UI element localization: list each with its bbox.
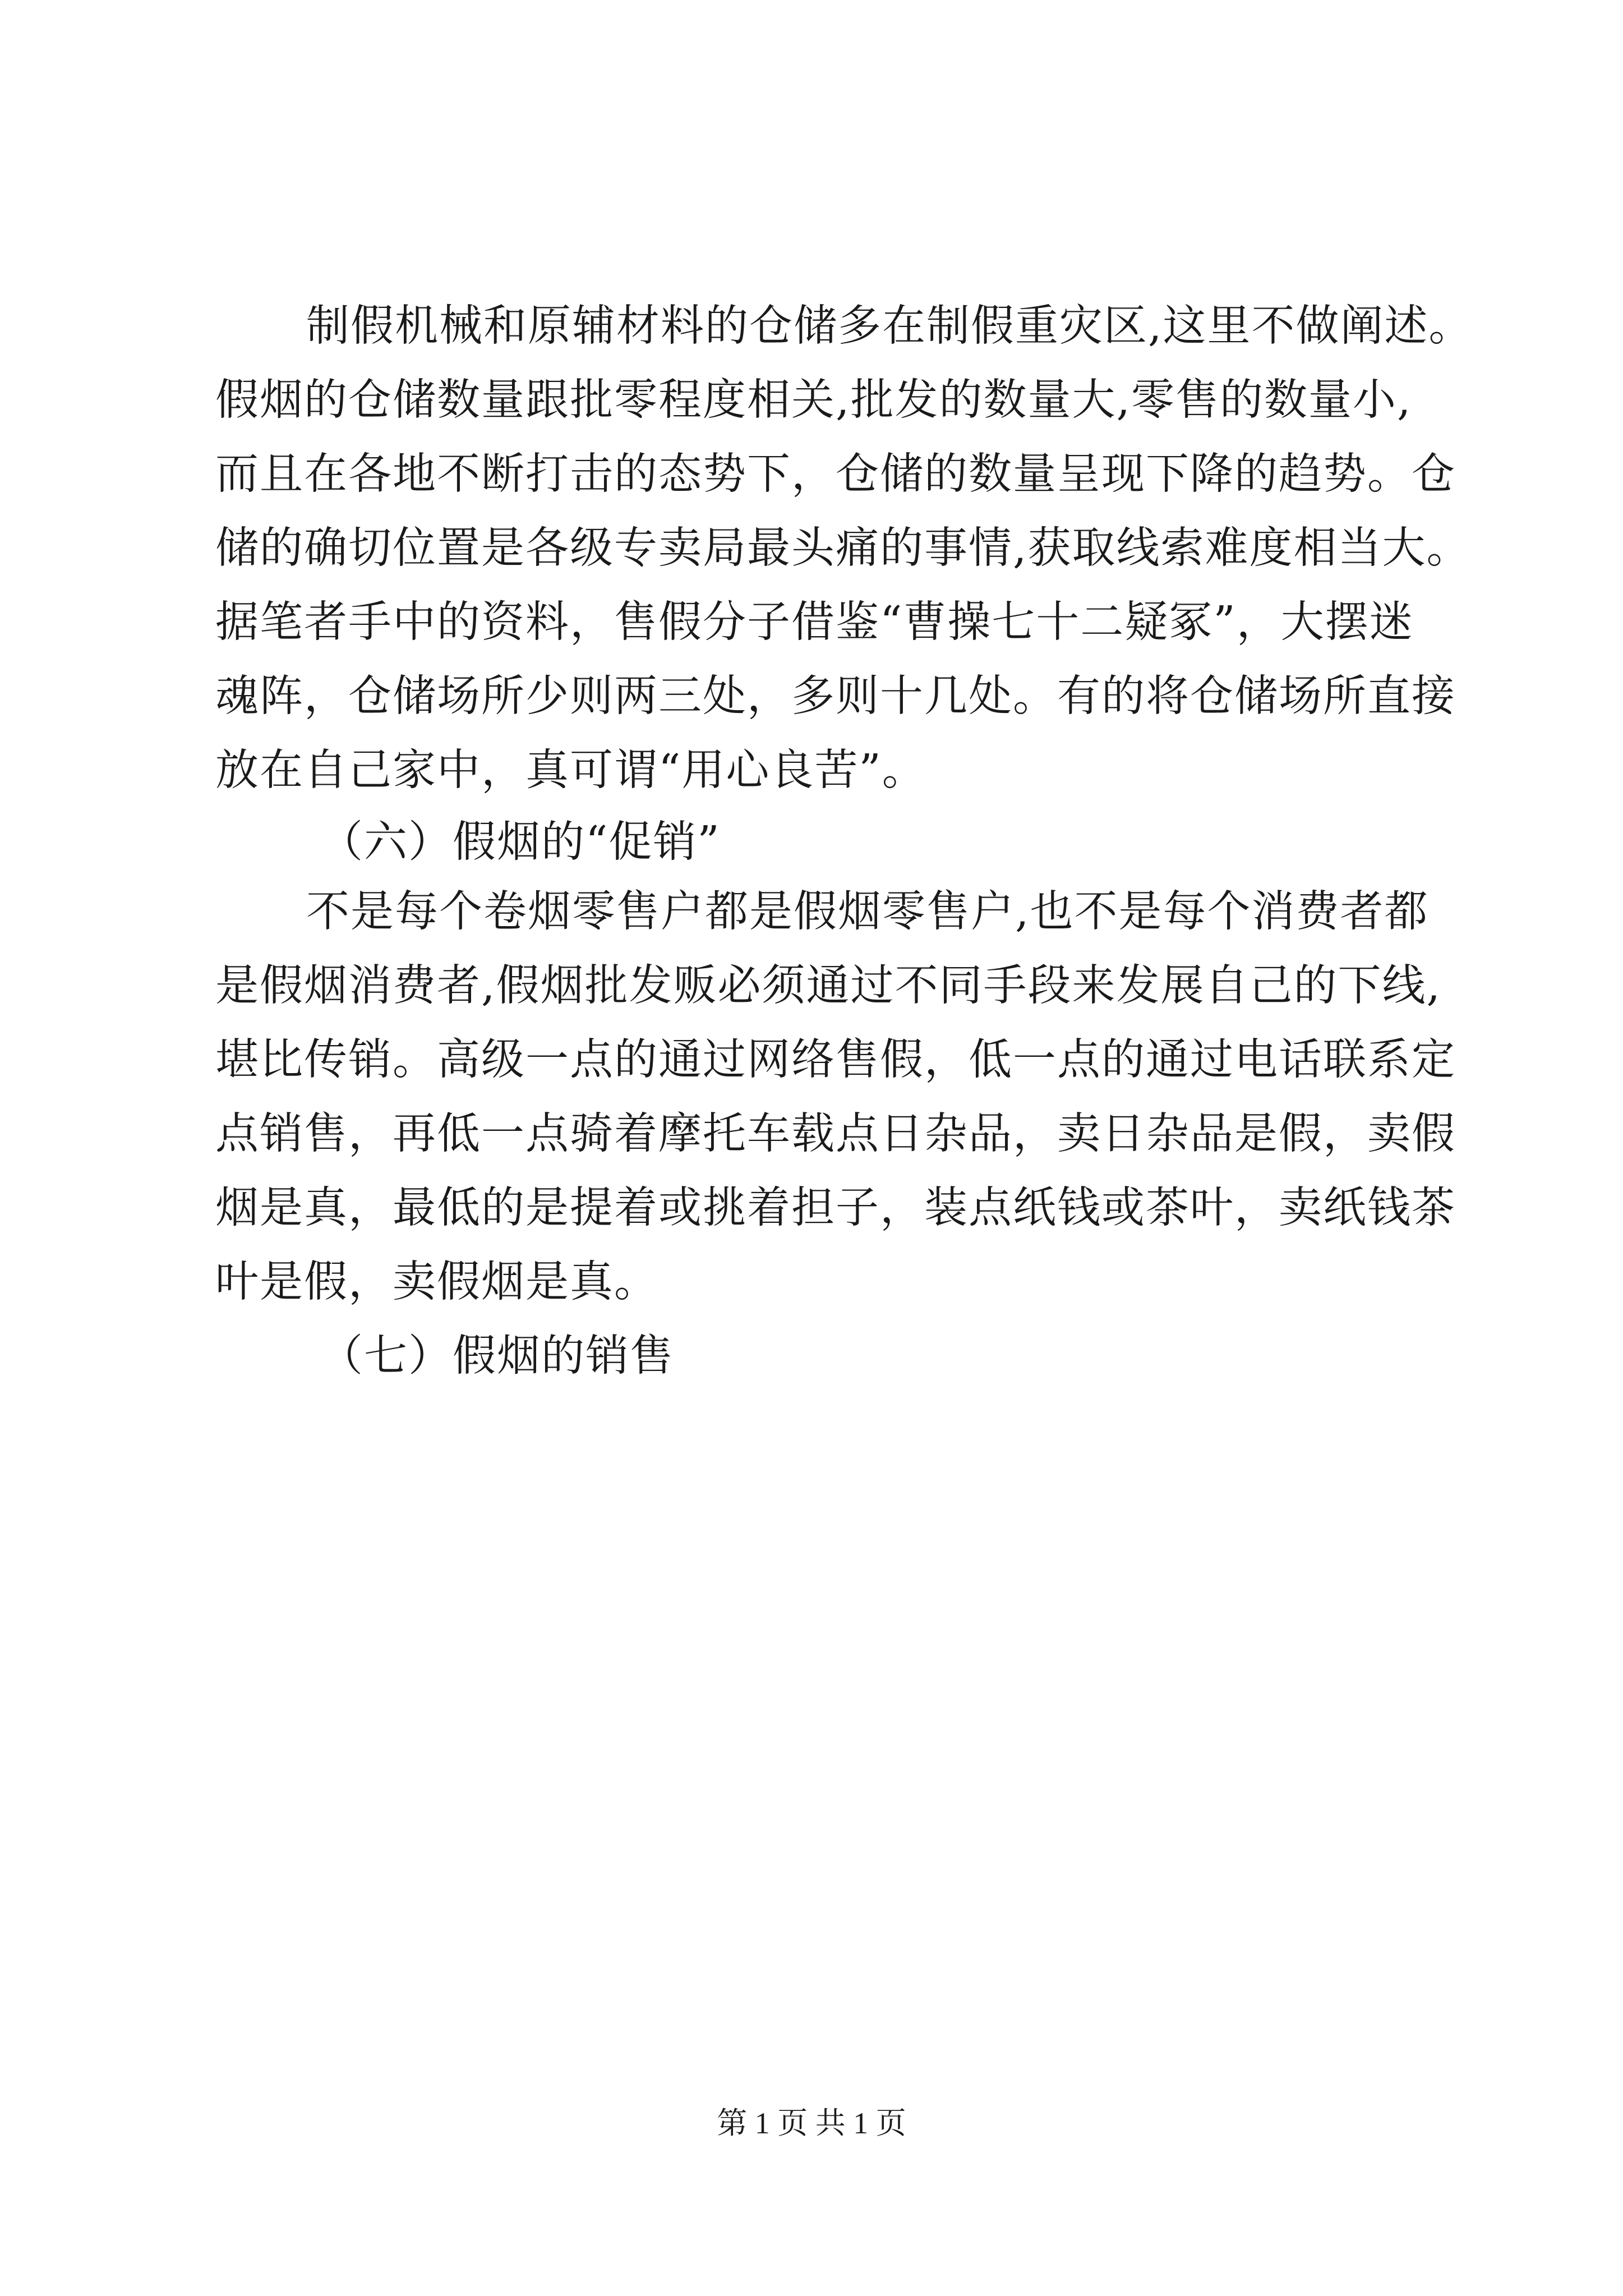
section-heading-7: （七）假烟的销售 (320, 1331, 674, 1381)
paragraph-1-line-5: 据笔者手中的资料，售假分子借鉴“曹操七十二疑冢”，大摆迷 (215, 597, 1414, 647)
paragraph-1-line-7: 放在自己家中，真可谓“用心良苦”。 (215, 746, 926, 795)
paragraph-2-line-4: 点销售，再低一点骑着摩托车载点日杂品，卖日杂品是假，卖假 (215, 1109, 1456, 1159)
paragraph-2-line-6: 叶是假，卖假烟是真。 (215, 1257, 658, 1307)
paragraph-1-line-1: 制假机械和原辅材料的仓储多在制假重灾区,这里不做阐述。 (306, 301, 1473, 351)
paragraph-1-line-4: 储的确切位置是各级专卖局最头痛的事情,获取线索难度相当大。 (215, 523, 1471, 573)
paragraph-2-line-1: 不是每个卷烟零售户都是假烟零售户,也不是每个消费者都 (306, 887, 1429, 937)
section-heading-6: （六）假烟的“促销” (320, 817, 721, 867)
page-number-footer: 第 1 页 共 1 页 (717, 2106, 906, 2140)
paragraph-1-line-6: 魂阵，仓储场所少则两三处，多则十几处。有的将仓储场所直接 (215, 671, 1456, 721)
paragraph-2-line-2: 是假烟消费者,假烟批发贩必须通过不同手段来发展自己的下线, (215, 961, 1441, 1011)
paragraph-2-line-5: 烟是真，最低的是提着或挑着担子，装点纸钱或茶叶，卖纸钱茶 (215, 1183, 1456, 1233)
paragraph-2-line-3: 堪比传销。高级一点的通过网络售假，低一点的通过电话联系定 (215, 1035, 1456, 1085)
paragraph-1-line-3: 而且在各地不断打击的态势下，仓储的数量呈现下降的趋势。仓 (215, 449, 1456, 499)
paragraph-1-line-2: 假烟的仓储数量跟批零程度相关,批发的数量大,零售的数量小, (215, 375, 1412, 425)
